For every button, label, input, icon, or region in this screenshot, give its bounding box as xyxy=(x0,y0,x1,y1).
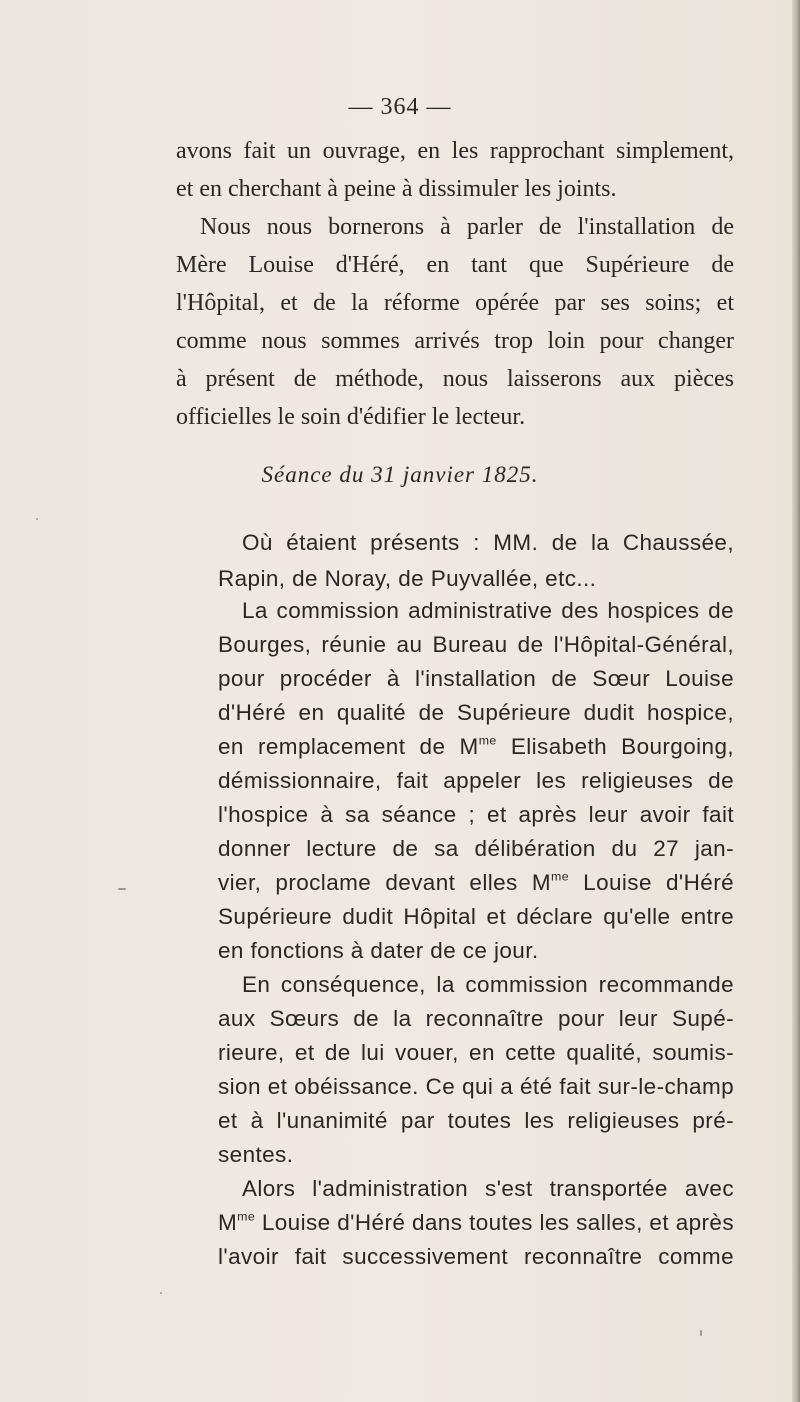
text-line: l'Hôpital, et de la réforme opérée par ses soins; et xyxy=(176,290,734,316)
page-number: — 364 — xyxy=(348,94,452,120)
text-line: $M^{me}$ Louise d'Héré dans toutes les salles, et après xyxy=(218,1209,734,1235)
paper-speck xyxy=(700,1330,702,1336)
text-line: Nous nous bornerons à parler de l'installation de xyxy=(200,214,734,240)
paper-speck xyxy=(118,888,126,890)
paper-speck xyxy=(160,1292,162,1294)
text-line: l'hospice à sa séance ; et après leur avoir fait xyxy=(218,802,734,827)
text-line: d'Héré en qualité de Supérieure dudit hospice, xyxy=(218,700,734,725)
text-line: sentes. xyxy=(218,1142,294,1167)
text-line: l'avoir fait successivement reconnaître comme xyxy=(218,1244,734,1269)
text-line: en remplacement de $M^{me}$ Elisabeth Bourgoing, xyxy=(218,733,735,759)
text-line: Où étaient présents : MM. de la Chaussée, xyxy=(242,530,734,555)
section-title: Séance du 31 janvier 1825. xyxy=(261,462,539,487)
text-line: Mère Louise d'Héré, en tant que Supérieure de xyxy=(176,252,734,278)
text-line: vier, proclame devant elles $M^{me}$ Louise d'Héré xyxy=(218,869,734,895)
text-line: pour procéder à l'installation de Sœur Louise xyxy=(218,666,734,691)
paper-speck xyxy=(36,518,38,520)
text-line: et à l'unanimité par toutes les religieuses pré- xyxy=(218,1108,734,1133)
text-line: et en cherchant à peine à dissimuler les joints. xyxy=(176,176,617,202)
text-line: comme nous sommes arrivés trop loin pour changer xyxy=(176,328,734,354)
text-line: Alors l'administration s'est transportée avec xyxy=(242,1176,734,1201)
text-line: En conséquence, la commission recommande xyxy=(242,972,734,997)
text-line: Bourges, réunie au Bureau de l'Hôpital-Général, xyxy=(218,632,734,657)
text-line: Rapin, de Noray, de Puyvallée, etc... xyxy=(218,566,597,591)
text-line: sion et obéissance. Ce qui a été fait sur-le-champ xyxy=(218,1074,734,1099)
text-line: avons fait un ouvrage, en les rapprochant simplement, xyxy=(176,138,734,164)
text-line: démissionnaire, fait appeler les religieuses de xyxy=(218,768,734,793)
text-line: donner lecture de sa délibération du 27 jan- xyxy=(218,836,734,861)
text-line: La commission administrative des hospices de xyxy=(242,598,734,623)
text-line: officielles le soin d'édifier le lecteur. xyxy=(176,404,526,430)
text-line: en fonctions à dater de ce jour. xyxy=(218,938,539,963)
page-edge-shadow xyxy=(792,0,800,1402)
text-line: Supérieure dudit Hôpital et déclare qu'elle entre xyxy=(218,904,734,929)
text-line: à présent de méthode, nous laisserons aux pièces xyxy=(176,366,734,392)
text-line: rieure, et de lui vouer, en cette qualité, soumis- xyxy=(218,1040,734,1065)
text-line: aux Sœurs de la reconnaître pour leur Supé- xyxy=(218,1006,734,1031)
